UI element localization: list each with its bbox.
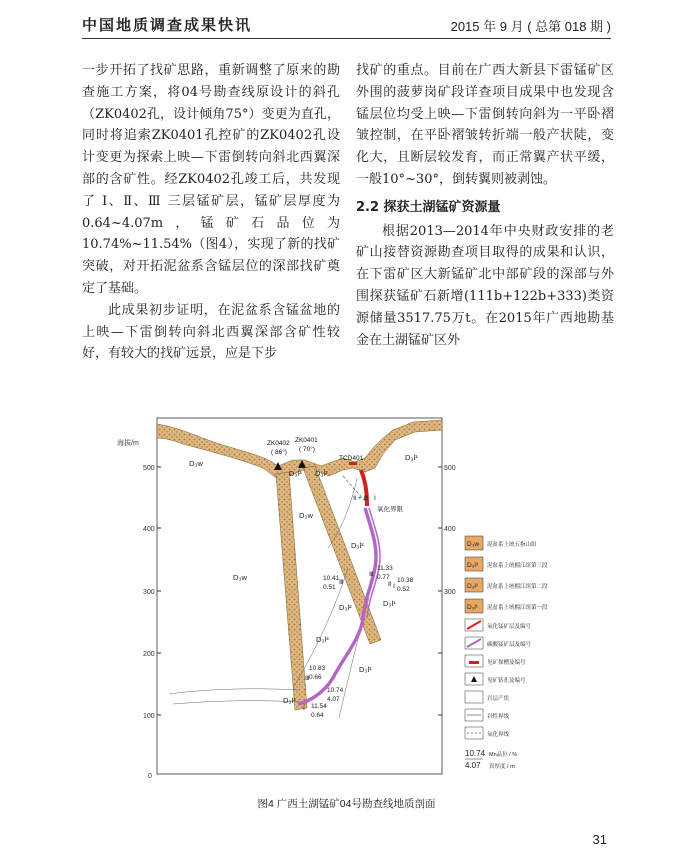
ore-num-e: Ⅰ: [393, 583, 395, 590]
ore-num-c: Ⅲ: [305, 675, 310, 682]
legend-text-0: 泥盆系上统五指山组: [487, 542, 537, 548]
label-d3l1-c: D₃l¹: [359, 665, 372, 674]
legend-text-7: 见矿钻孔及编号: [487, 678, 526, 684]
zk0401-angle: ( 70°): [299, 446, 315, 453]
label-d3l3-a: D₃l³: [289, 469, 302, 478]
val-6: 0.51: [323, 584, 336, 591]
header-rule: [82, 38, 611, 39]
tick-200: 200: [143, 651, 155, 658]
label-d3l1-a: D₃l¹: [405, 453, 418, 462]
legend-thick-label: 真厚度 / m: [489, 764, 515, 770]
val-2: 0.77: [377, 574, 390, 581]
steep-band-2: [303, 466, 381, 644]
tick-100: 100: [143, 713, 155, 720]
label-d3w-b: D₃w: [233, 573, 247, 582]
label-d3w-a: D₃w: [189, 459, 203, 468]
left-paragraph-2: 此成果初步证明，在泥盆系含锰盆地的上映—下雷倒转向斜北西翼深部含矿性较好，有较大的找矿远景，应是下步: [82, 302, 340, 362]
left-column: [82, 60, 340, 365]
legend-text-1: 泥盆系上统榴江组第三段: [487, 563, 548, 569]
legend-grade-value: 10.74: [465, 749, 486, 758]
val-11: 11.54: [311, 703, 327, 710]
oxidation-label: 氧化界限: [377, 506, 403, 513]
label-d3w-c: D₃w: [299, 511, 313, 520]
legend-text-9: 岩性界线: [487, 714, 510, 720]
page-header: [82, 14, 611, 36]
right-axis: [444, 465, 456, 596]
label-d3l3-b: D₃l³: [351, 541, 364, 550]
val-4: 0.52: [397, 586, 410, 593]
label-d3l2-a: D₃l²: [339, 603, 352, 612]
zk0402-label: ZK0402: [267, 440, 290, 447]
section-heading: 2.2 探获土湖锰矿资源量: [356, 199, 501, 215]
right-paragraph-1: 找矿的重点。目前在广西大新县下雷锰矿区外围的菠萝岗矿段详查项目成果中也发现含锰层位均受上映—下雷倒转向斜为一平卧褶皱控制，在平卧褶皱转折端一般产状陡，变化大，且断层较发育，而正常翼产状平缓，一般10°~30°，倒转翼则被剥蚀。: [356, 63, 614, 187]
issue-info: 2015 年 9 月 ( 总第 018 期 ): [450, 19, 611, 34]
svg-text:400: 400: [444, 526, 456, 533]
ore-i-label: Ⅰ: [374, 495, 376, 502]
legend-text-8: 岩层产状: [487, 696, 510, 702]
steep-band-1: [276, 472, 307, 710]
zk0402-angle: ( 86°): [271, 449, 287, 456]
val-1: 11.33: [377, 565, 393, 572]
label-d3l2-b: D₃l²: [283, 696, 296, 705]
section-svg: [117, 418, 581, 780]
label-d3l2-c: D₃l²: [315, 469, 328, 478]
val-12: 0.64: [311, 712, 324, 719]
tick-0: 0: [148, 773, 152, 780]
svg-text:300: 300: [444, 589, 456, 596]
lithology-lines: [169, 478, 369, 718]
svg-text:500: 500: [444, 465, 456, 472]
legend-grade-label: Mn品位 / %: [489, 752, 518, 758]
ore-num-d: Ⅱ: [388, 581, 392, 588]
val-7: 10.83: [309, 665, 326, 672]
tick-300: 300: [143, 589, 155, 596]
label-d3l3-c: D₃l³: [316, 635, 329, 644]
ore-ii-iii-label: Ⅱ + Ⅲ: [353, 495, 369, 502]
legend-thick-value: 4.07: [465, 761, 481, 770]
tick-500: 500: [143, 465, 155, 472]
legend-text-2: 泥盆系上统榴江组第二段: [487, 584, 548, 590]
y-axis-label: 海拔/m: [117, 440, 139, 447]
legend-sym-2: D₃l²: [467, 583, 478, 590]
tcd401-label: TCD401: [339, 455, 364, 462]
tick-400: 400: [143, 526, 155, 533]
right-paragraph-2: 根据2013—2014年中央财政安排的老矿山接替资源勘查项目取得的成果和认识，在下雷矿区大新锰矿北中部矿段的深部与外围探获锰矿石新增(111b+122b+333)类资源储量3517.75万t。在2015年广西地勘基金在土湖锰矿区外: [356, 223, 614, 348]
legend-sym-3: D₃l¹: [467, 604, 478, 611]
val-8: 0.66: [309, 674, 322, 681]
geological-section-figure: [117, 418, 581, 780]
legend-sym-1: D₃l³: [467, 562, 478, 569]
val-5: 10.41: [323, 575, 340, 582]
ore-num-b: Ⅲ: [339, 579, 344, 586]
legend-text-6: 见矿探槽及编号: [487, 660, 526, 666]
journal-title: 中国地质调查成果快讯: [82, 16, 253, 34]
val-9: 10.74: [327, 687, 344, 694]
legend-text-10: 氧化界线: [487, 732, 510, 738]
ore-num-f: Ⅰ: [303, 705, 305, 712]
ore-num-a: Ⅲ: [369, 571, 374, 578]
legend-text-5: 碳酸锰矿层及编号: [487, 642, 532, 648]
legend-text-4: 氧化锰矿层及编号: [487, 624, 532, 630]
label-d3l1-b: D₃l¹: [383, 599, 396, 608]
val-3: 10.38: [397, 577, 414, 584]
right-column: [356, 60, 614, 351]
zk0401-label: ZK0401: [295, 437, 318, 444]
page-number: 31: [592, 832, 607, 847]
figure-caption: 图4 广西土湖锰矿04号勘查线地质剖面: [257, 798, 436, 810]
legend-text-3: 泥盆系上统榴江组第一段: [487, 605, 548, 611]
val-10: 4.07: [327, 696, 340, 703]
legend-sym-0: D₃w: [467, 541, 480, 548]
legend: [465, 536, 548, 770]
left-paragraph-1: 一步开拓了找矿思路，重新调整了原来的勘查施工方案，将04号勘查线原设计的斜孔（ZK0402孔，设计倾角75°）变更为直孔，同时将追索ZK0401孔控矿的ZK0402孔设计变更为探索上映—下雷倒转向斜北西翼深部的含矿性。经ZK0402孔竣工后，共发现了 Ⅰ、Ⅱ、Ⅲ 三层锰矿层，锰矿层厚度为0.64~4.07m，锰矿石品位为10.74%~11.54%（图4），实现了新的找矿突破，对开拓泥盆系含锰层位的深部找矿奠定了基础。: [82, 63, 340, 296]
